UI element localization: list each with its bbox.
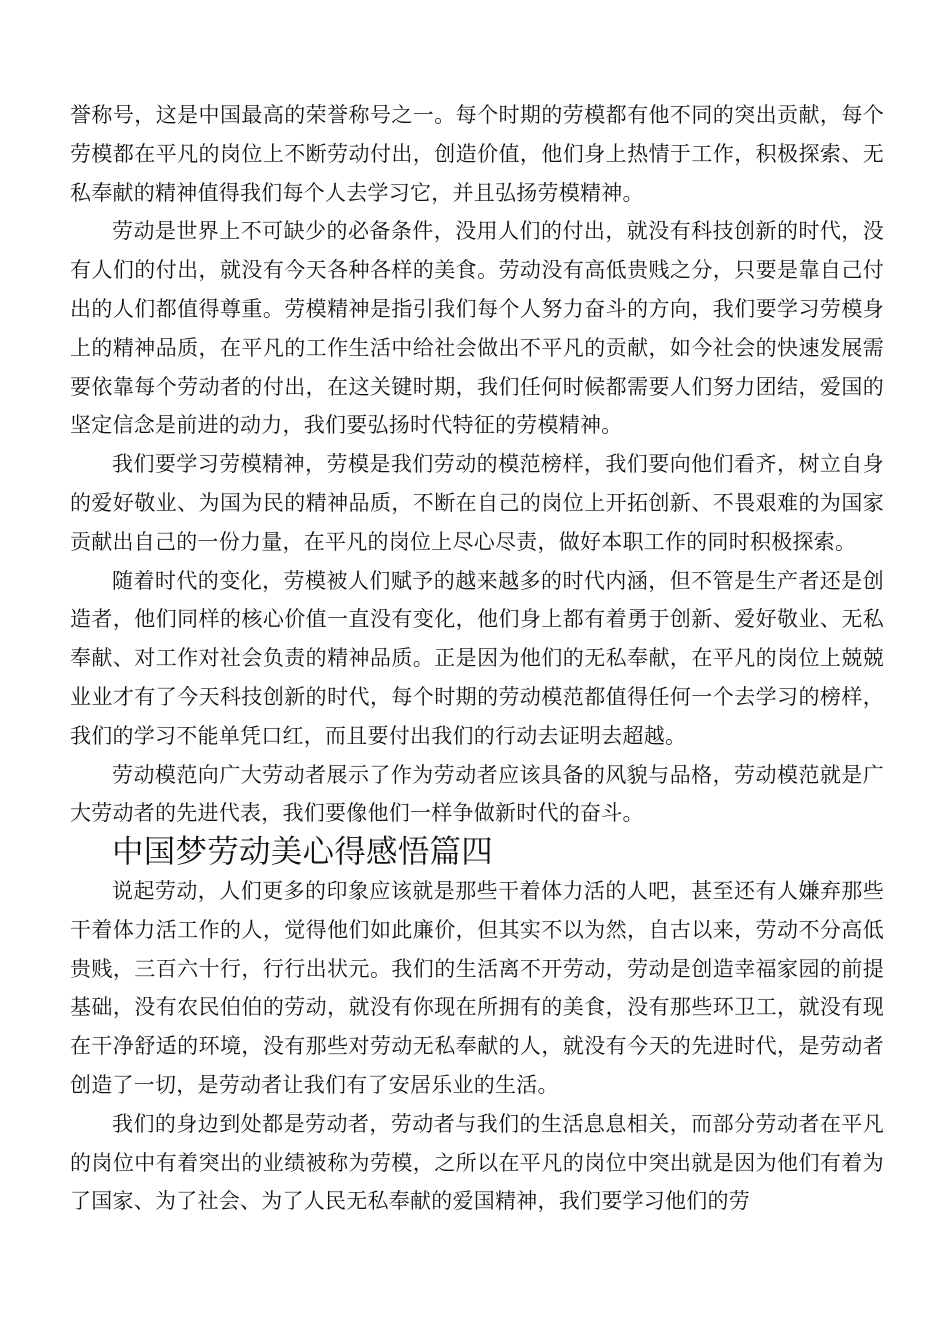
paragraph-workers-around-us: 我们的身边到处都是劳动者，劳动者与我们的生活息息相关，而部分劳动者在平凡的岗位中有着突出的业绩被称为劳模，之所以在平凡的岗位中突出就是因为他们有着为了国家、为了社会、为了人民无私奉献的爱国精神，我们要学习他们的劳: [70, 1111, 884, 1214]
section-heading-part-four: 中国梦劳动美心得感悟篇四: [112, 834, 494, 871]
paragraph-learn-model-spirit: 我们要学习劳模精神，劳模是我们劳动的模范榜样，我们要向他们看齐，树立自身的爱好敬业、为国为民的精神品质，不断在自己的岗位上开拓创新、不畏艰难的为国家贡献出自己的一份力量，在平凡的岗位上尽心尽责，做好本职工作的同时积极探索。: [70, 452, 884, 554]
paragraph-about-labor: 说起劳动，人们更多的印象应该就是那些干着体力活的人吧，甚至还有人嫌弃那些干着体力活工作的人，觉得他们如此廉价，但其实不以为然，自古以来，劳动不分高低贵贱，三百六十行，行行出状元。我们的生活离不开劳动，劳动是创造幸福家园的前提基础，没有农民伯伯的劳动，就没有你现在所拥有的美食，没有那些环卫工，就没有现在干净舒适的环境，没有那些对劳动无私奉献的人，就没有今天的先进时代，是劳动者创造了一切，是劳动者让我们有了安居乐业的生活。: [70, 878, 884, 1097]
paragraph-continued-honor-title: 誉称号，这是中国最高的荣誉称号之一。每个时期的劳模都有他不同的突出贡献，每个劳模都在平凡的岗位上不断劳动付出，创造价值，他们身上热情于工作，积极探索、无私奉献的精神值得我们每个人去学习它，并且弘扬劳模精神。: [70, 103, 884, 205]
document-page: [70, 96, 884, 1221]
paragraph-model-workers-display: 劳动模范向广大劳动者展示了作为劳动者应该具备的风貌与品格，劳动模范就是广大劳动者的先进代表，我们要像他们一样争做新时代的奋斗。: [70, 762, 884, 826]
paragraph-labor-essential: 劳动是世界上不可缺少的必备条件，没用人们的付出，就没有科技创新的时代，没有人们的付出，就没有今天各种各样的美食。劳动没有高低贵贱之分，只要是靠自己付出的人们都值得尊重。劳模精神是指引我们每个人努力奋斗的方向，我们要学习劳模身上的精神品质，在平凡的工作生活中给社会做出不平凡的贡献，如今社会的快速发展需要依靠每个劳动者的付出，在这关键时期，我们任何时候都需要人们努力团结，爱国的坚定信念是前进的动力，我们要弘扬时代特征的劳模精神。: [70, 219, 884, 438]
paragraph-era-changes: 随着时代的变化，劳模被人们赋予的越来越多的时代内涵，但不管是生产者还是创造者，他们同样的核心价值一直没有变化，他们身上都有着勇于创新、爱好敬业、无私奉献、对工作对社会负责的精神品质。正是因为他们的无私奉献，在平凡的岗位上兢兢业业才有了今天科技创新的时代，每个时期的劳动模范都值得任何一个去学习的榜样，我们的学习不能单凭口红，而且要付出我们的行动去证明去超越。: [70, 568, 884, 748]
